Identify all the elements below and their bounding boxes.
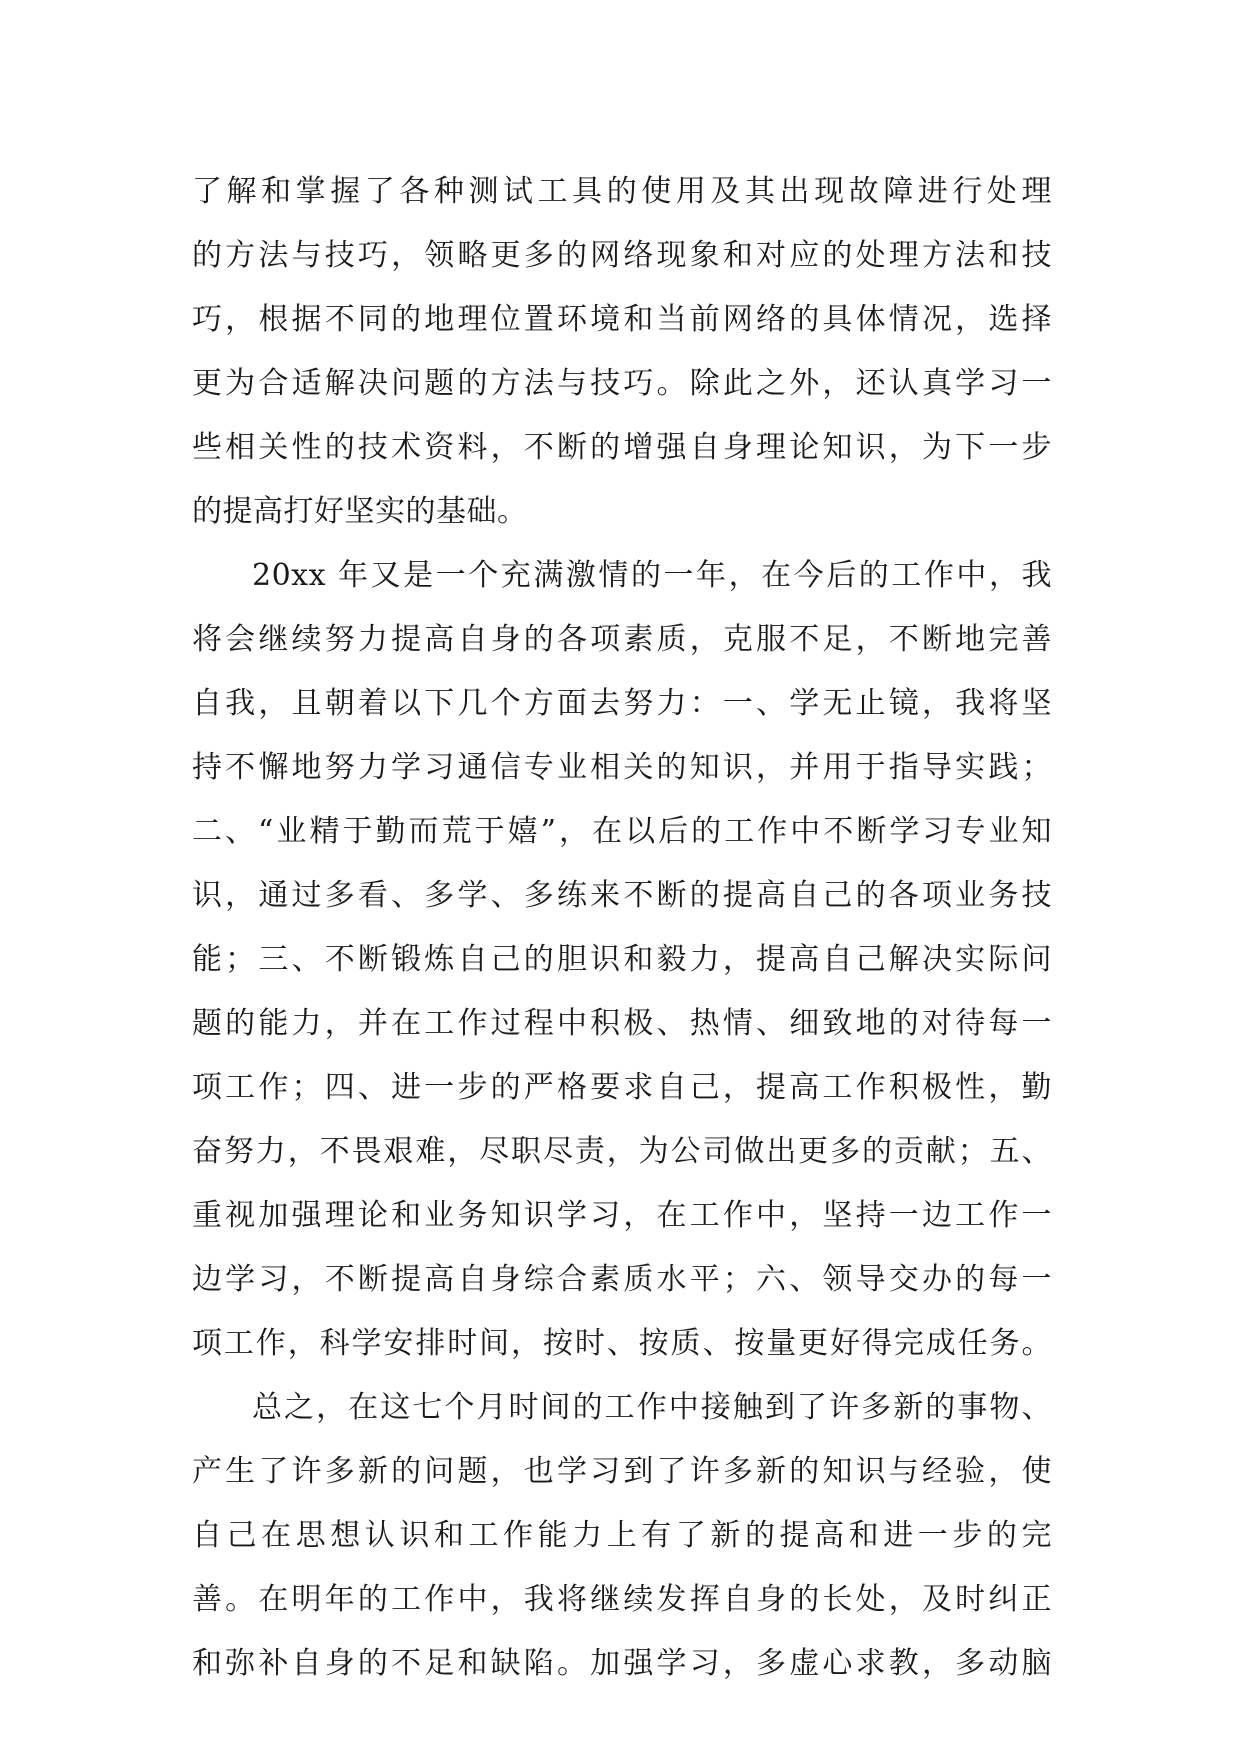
text-line: 的方法与技巧，领略更多的网络现象和对应的处理方法和技 (192, 238, 1052, 273)
text-line: 边学习，不断提高自身综合素质水平；六、领导交办的每一 (192, 1262, 1052, 1297)
text-line: 能；三、不断锻炼自己的胆识和毅力，提高自己解决实际问 (192, 942, 1052, 977)
text-line: 些相关性的技术资料，不断的增强自身理论知识，为下一步 (192, 430, 1052, 465)
text-line: 自己在思想认识和工作能力上有了新的提高和进一步的完 (192, 1518, 1052, 1553)
text-line: 善。在明年的工作中，我将继续发挥自身的长处，及时纠正 (192, 1582, 1052, 1617)
paragraph-start-line: 总之，在这七个月时间的工作中接触到了许多新的事物、 (252, 1390, 1052, 1425)
text-line: 自我，且朝着以下几个方面去努力：一、学无止镜，我将坚 (192, 686, 1052, 721)
body-text (192, 160, 1052, 1696)
text-line: 项工作；四、进一步的严格要求自己，提高工作积极性，勤 (192, 1070, 1052, 1105)
text-line: 更为合适解决问题的方法与技巧。除此之外，还认真学习一 (192, 366, 1052, 401)
text-line: 的提高打好坚实的基础。 (192, 494, 528, 529)
text-line: 识，通过多看、多学、多练来不断的提高自己的各项业务技 (192, 878, 1052, 913)
text-line: 将会继续努力提高自身的各项素质，克服不足，不断地完善 (192, 622, 1052, 657)
text-line: 二、“业精于勤而荒于嬉”，在以后的工作中不断学习专业知 (192, 814, 1052, 849)
text-line: 奋努力，不畏艰难，尽职尽责，为公司做出更多的贡献；五、 (192, 1134, 1052, 1169)
text-line: 重视加强理论和业务知识学习，在工作中，坚持一边工作一 (192, 1198, 1052, 1233)
text-line: 产生了许多新的问题，也学习到了许多新的知识与经验，使 (192, 1454, 1052, 1489)
text-line: 和弥补自身的不足和缺陷。加强学习，多虚心求教，多动脑 (192, 1646, 1052, 1681)
text-line: 持不懈地努力学习通信专业相关的知识，并用于指导实践； (192, 750, 1052, 785)
text-line: 题的能力，并在工作过程中积极、热情、细致地的对待每一 (192, 1006, 1052, 1041)
paragraph-start-line: 20xx 年又是一个充满激情的一年，在今后的工作中，我 (252, 558, 1052, 593)
text-line: 了解和掌握了各种测试工具的使用及其出现故障进行处理 (192, 174, 1052, 209)
text-line: 项工作，科学安排时间，按时、按质、按量更好得完成任务。 (192, 1326, 1052, 1361)
text-line: 巧，根据不同的地理位置环境和当前网络的具体情况，选择 (192, 302, 1052, 337)
